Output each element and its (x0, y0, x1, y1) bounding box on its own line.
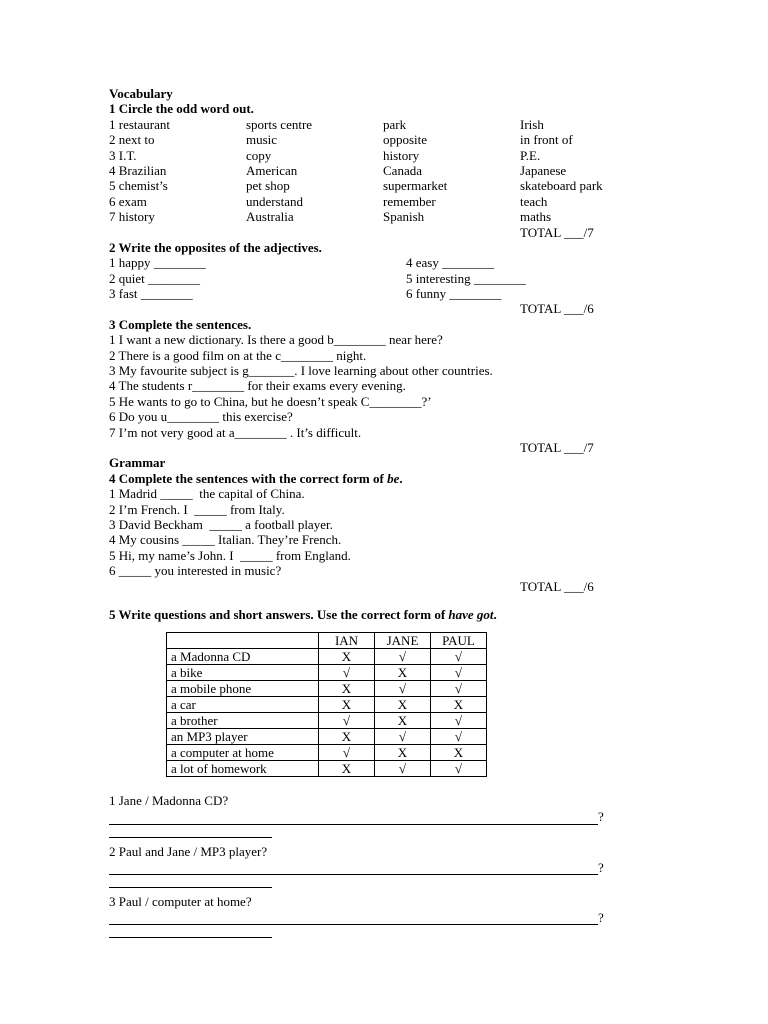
table-mark: √ (319, 665, 375, 681)
table-mark: √ (375, 649, 431, 665)
table-row (167, 665, 487, 681)
table-row (167, 697, 487, 713)
vocabulary-heading: Vocabulary (109, 86, 173, 101)
sentence-line: 4 The students r________ for their exams every evening. (109, 378, 406, 394)
vocab-row: 6 exam understand remember teach (109, 193, 548, 209)
exercise-3-total: TOTAL ___/7 (520, 439, 594, 455)
exercise-4-title: 4 Complete the sentences with the correct form of be. (109, 470, 403, 486)
column-header: IAN (319, 633, 375, 649)
question-prompt: 1 Jane / Madonna CD? (109, 793, 229, 809)
table-header-row (167, 633, 487, 649)
sentence-line: 3 My favourite subject is g_______. I love learning about other countries. (109, 363, 493, 379)
table-item: a brother (167, 713, 319, 729)
sentence-line: 3 David Beckham _____ a football player. (109, 516, 333, 532)
question-prompt: 2 Paul and Jane / MP3 player? (109, 843, 268, 859)
exercise-5-title: 5 Write questions and short answers. Use the correct form of have got. (109, 606, 497, 622)
table-corner-cell (167, 633, 319, 649)
table-mark: √ (431, 761, 487, 777)
table-mark: X (375, 713, 431, 729)
column-header: JANE (375, 633, 431, 649)
table-item: a lot of homework (167, 761, 319, 777)
table-mark: √ (431, 681, 487, 697)
opposites-row: 1 happy ________ 4 easy ________ (109, 255, 495, 271)
exercise-2-title: 2 Write the opposites of the adjectives. (109, 239, 322, 255)
table-mark: √ (319, 713, 375, 729)
answer-line[interactable]: ? (109, 809, 709, 825)
sentence-line: 2 There is a good film on at the c________ night. (109, 347, 367, 363)
table-item: a computer at home (167, 745, 319, 761)
vocab-row: 7 history Australia Spanish maths (109, 209, 552, 225)
answer-line[interactable]: ? (109, 859, 709, 875)
table-item: a bike (167, 665, 319, 681)
table-mark: X (319, 697, 375, 713)
table-mark: √ (375, 729, 431, 745)
short-answer-line[interactable] (109, 875, 272, 888)
sentence-line: 1 Madrid _____ the capital of China. (109, 486, 305, 502)
exercise-3-title: 3 Complete the sentences. (109, 316, 252, 332)
table-mark: X (375, 745, 431, 761)
opposites-row: 2 quiet ________ 5 interesting ________ (109, 270, 526, 286)
table-mark: √ (375, 681, 431, 697)
sentence-line: 1 I want a new dictionary. Is there a good b________ near here? (109, 332, 443, 348)
table-mark: X (375, 665, 431, 681)
table-mark: X (375, 697, 431, 713)
table-item: a mobile phone (167, 681, 319, 697)
table-mark: X (431, 697, 487, 713)
table-row (167, 681, 487, 697)
table-row (167, 745, 487, 761)
vocab-row: 2 next to music opposite in front of (109, 132, 573, 148)
table-mark: √ (375, 761, 431, 777)
question-block (109, 793, 709, 837)
table-row (167, 649, 487, 665)
exercise-1-total: TOTAL ___/7 (520, 224, 594, 240)
table-mark: √ (431, 649, 487, 665)
question-block (109, 844, 709, 888)
opposites-row: 3 fast ________ 6 funny ________ (109, 286, 502, 302)
sentence-line: 5 He wants to go to China, but he doesn’t speak C________?’ (109, 393, 432, 409)
exercise-4-total: TOTAL ___/6 (520, 578, 594, 594)
sentence-line: 6 _____ you interested in music? (109, 563, 282, 579)
column-header: PAUL (431, 633, 487, 649)
table-mark: X (319, 729, 375, 745)
sentence-line: 5 Hi, my name’s John. I _____ from England. (109, 547, 351, 563)
vocab-row: 4 Brazilian American Canada Japanese (109, 162, 567, 178)
sentence-line: 6 Do you u________ this exercise? (109, 409, 293, 425)
exercise-1-rows (109, 117, 709, 225)
short-answer-line[interactable] (109, 925, 272, 938)
table-item: a car (167, 697, 319, 713)
question-block (109, 894, 709, 938)
sentence-line: 4 My cousins _____ Italian. They’re French. (109, 532, 342, 548)
table-mark: X (431, 745, 487, 761)
worksheet-page (109, 86, 709, 944)
table-mark: X (319, 761, 375, 777)
sentence-line: 7 I’m not very good at a________ . It’s difficult. (109, 424, 362, 440)
table-mark: √ (431, 665, 487, 681)
grammar-heading: Grammar (109, 455, 166, 471)
exercise-2-total: TOTAL ___/6 (520, 301, 594, 317)
vocab-row: 3 I.T. copy history P.E. (109, 147, 541, 163)
question-prompt: 3 Paul / computer at home? (109, 894, 252, 910)
table-row (167, 713, 487, 729)
have-got-table (166, 632, 487, 777)
table-row (167, 729, 487, 745)
vocab-row: 1 restaurant sports centre park Irish (109, 116, 544, 132)
table-item: a Madonna CD (167, 649, 319, 665)
table-mark: X (319, 681, 375, 697)
table-item: an MP3 player (167, 729, 319, 745)
table-mark: X (319, 649, 375, 665)
table-mark: √ (431, 729, 487, 745)
table-row (167, 761, 487, 777)
exercise-1-title: 1 Circle the odd word out. (109, 101, 254, 117)
sentence-line: 2 I’m French. I _____ from Italy. (109, 501, 285, 517)
short-answer-line[interactable] (109, 825, 272, 838)
table-mark: √ (431, 713, 487, 729)
table-mark: √ (319, 745, 375, 761)
answer-line[interactable]: ? (109, 909, 709, 925)
vocab-row: 5 chemist’s pet shop supermarket skateboard park (109, 178, 603, 194)
